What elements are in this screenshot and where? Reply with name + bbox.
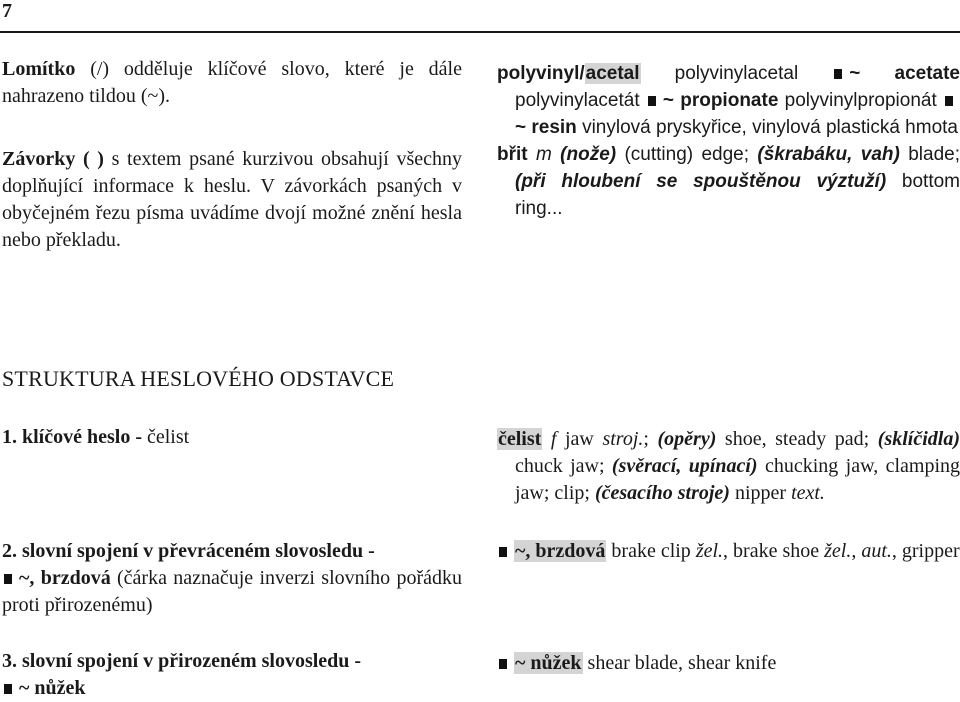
- slash-desc: (/) odděluje klíčové slovo, které je dále nahrazeno tildou (~).: [2, 58, 462, 107]
- slash-paragraph: [2, 56, 462, 110]
- structure-item-1: 1. klíčové heslo - čelist: [2, 426, 190, 448]
- square-bullet-icon: [4, 574, 12, 584]
- example-celist: čelist f jaw stroj.; (opěry) shoe, steady pad; (sklíčidla) chuck jaw; (svěrací, upínací) chucking jaw, clamping jaw; clip; (česacího stroje) nipper text.: [498, 428, 960, 504]
- entry-gloss: (nože): [560, 144, 617, 165]
- intro-text: [2, 56, 462, 254]
- example-nuzek: ~ nůžek shear blade, shear knife: [497, 650, 960, 677]
- entry-text: blade;: [899, 144, 960, 165]
- sample-entries: [497, 60, 960, 222]
- entry-head: čelist: [498, 428, 542, 450]
- entry-gloss: (při hloubení se spouštěnou výztuží): [515, 171, 887, 192]
- square-bullet-icon: [499, 547, 507, 557]
- square-bullet-icon: [834, 69, 842, 79]
- entry-brit: [497, 141, 960, 222]
- entry-text: polyvinylacetát: [515, 90, 646, 111]
- square-bullet-icon: [499, 659, 507, 669]
- section-heading: STRUKTURA HESLOVÉHO ODSTAVCE: [2, 366, 395, 391]
- brackets-paragraph: [2, 146, 462, 254]
- subentry-head: ~ acetate: [849, 63, 960, 84]
- subentry-head: ~ resin: [515, 117, 577, 138]
- entry-gender: m: [527, 144, 561, 165]
- header-rule: [0, 31, 960, 33]
- entry-polyvinyl: [497, 60, 960, 141]
- brackets-term: Závorky ( ): [2, 148, 104, 170]
- subentry-head: ~ propionate: [662, 90, 779, 111]
- entry-text: polyvinylacetal: [640, 63, 833, 84]
- example-brzdova: ~, brzdová brake clip žel., brake shoe žel., aut., gripper: [497, 538, 960, 565]
- entry-gloss: (škrabáku, vah): [757, 144, 900, 165]
- square-bullet-icon: [4, 684, 12, 694]
- slash-term: Lomítko: [2, 58, 76, 80]
- entry-text: bottom ring...: [515, 171, 960, 219]
- brackets-desc: s textem psané kurzivou obsahují všechny doplňující informace k heslu. V závorkách psaných v obyčejném řezu písma uvádíme dvojí možné znění hesla nebo překladu.: [2, 148, 462, 251]
- page-number: 7: [2, 0, 12, 22]
- entry-head: břit: [497, 144, 528, 165]
- square-bullet-icon: [648, 96, 656, 106]
- entry-head: ~, brzdová: [515, 540, 606, 562]
- structure-item-3: 3. slovní spojení v přirozeném slovosledu - ~ nůžek: [2, 650, 362, 699]
- entry-head: ~ nůžek: [515, 652, 582, 674]
- structure-item-2: 2. slovní spojení v převráceném slovosledu - ~, brzdová (čárka naznačuje inverzi slovního pořádku proti přirozenému): [2, 540, 463, 616]
- entry-head: polyvinyl/acetal: [497, 63, 640, 84]
- entry-text: polyvinylpropionát: [778, 90, 943, 111]
- entry-text: vinylová pryskyřice, vinylová plastická hmota: [576, 117, 958, 138]
- square-bullet-icon: [945, 96, 953, 106]
- entry-text: (cutting) edge;: [616, 144, 758, 165]
